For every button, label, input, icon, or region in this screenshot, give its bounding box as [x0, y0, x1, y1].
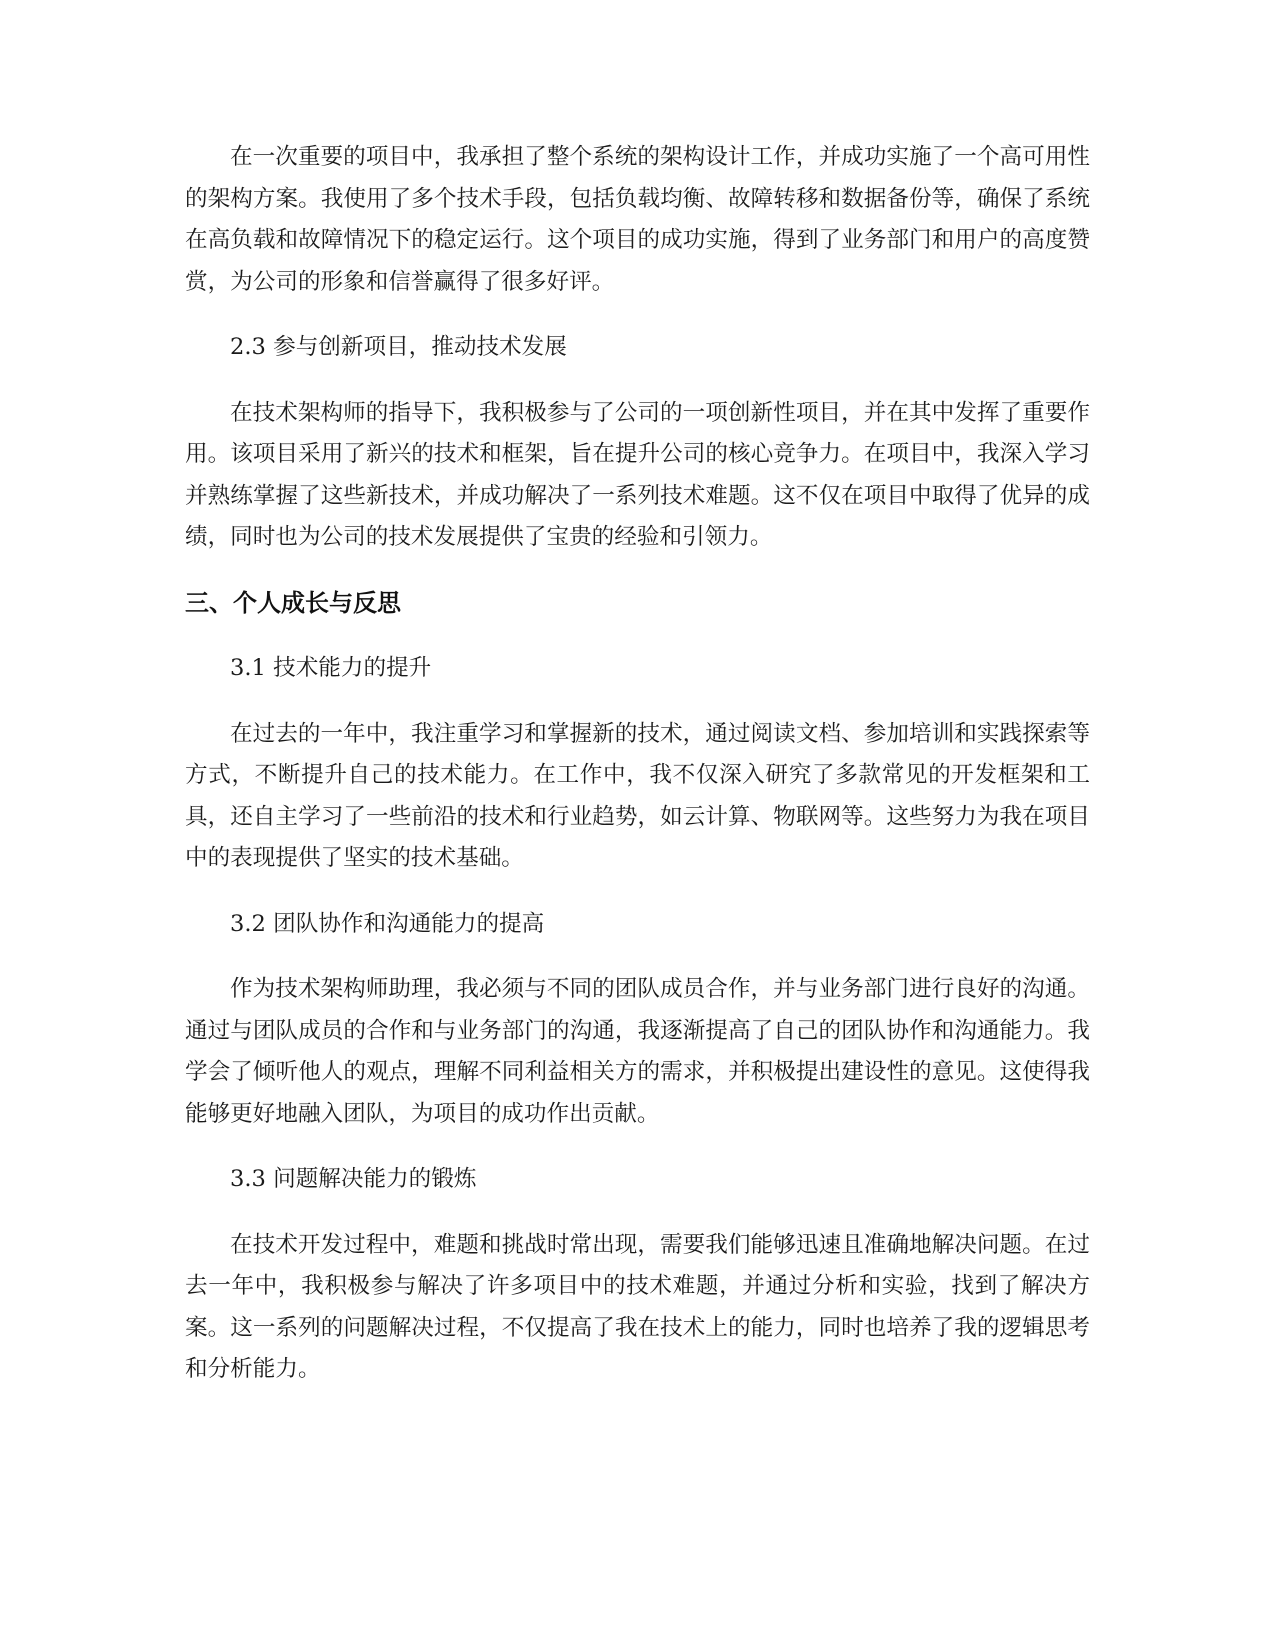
section-heading-3: 三、个人成长与反思: [185, 588, 401, 617]
paragraph-teamwork: 作为技术架构师助理，我必须与不同的团队成员合作，并与业务部门进行良好的沟通。通过与团队成员的合作和与业务部门的沟通，我逐渐提高了自己的团队协作和沟通能力。我学会了倾听他人的观点，理解不同利益相关方的需求，并积极提出建设性的意见。这使得我能够更好地融入团队，为项目的成功作出贡献。: [185, 976, 1090, 1127]
subheading-3-1: 3.1 技术能力的提升: [230, 655, 432, 681]
subheading-3-3: 3.3 问题解决能力的锻炼: [230, 1166, 477, 1192]
paragraph-architecture-project: 在一次重要的项目中，我承担了整个系统的架构设计工作，并成功实施了一个高可用性的架构方案。我使用了多个技术手段，包括负载均衡、故障转移和数据备份等，确保了系统在高负载和故障情况下的稳定运行。这个项目的成功实施，得到了业务部门和用户的高度赞赏，为公司的形象和信誉赢得了很多好评。: [185, 144, 1090, 295]
subheading-2-3: 2.3 参与创新项目，推动技术发展: [230, 334, 567, 360]
paragraph-technical-ability: 在过去的一年中，我注重学习和掌握新的技术，通过阅读文档、参加培训和实践探索等方式，不断提升自己的技术能力。在工作中，我不仅深入研究了多款常见的开发框架和工具，还自主学习了一些前沿的技术和行业趋势，如云计算、物联网等。这些努力为我在项目中的表现提供了坚实的技术基础。: [185, 720, 1090, 871]
paragraph-innovation-project: 在技术架构师的指导下，我积极参与了公司的一项创新性项目，并在其中发挥了重要作用。该项目采用了新兴的技术和框架，旨在提升公司的核心竞争力。在项目中，我深入学习并熟练掌握了这些新技术，并成功解决了一系列技术难题。这不仅在项目中取得了优异的成绩，同时也为公司的技术发展提供了宝贵的经验和引领力。: [185, 399, 1090, 550]
paragraph-problem-solving: 在技术开发过程中，难题和挑战时常出现，需要我们能够迅速且准确地解决问题。在过去一年中，我积极参与解决了许多项目中的技术难题，并通过分析和实验，找到了解决方案。这一系列的问题解决过程，不仅提高了我在技术上的能力，同时也培养了我的逻辑思考和分析能力。: [185, 1231, 1090, 1382]
subheading-3-2: 3.2 团队协作和沟通能力的提高: [230, 910, 545, 937]
document-page: [185, 137, 1090, 1415]
